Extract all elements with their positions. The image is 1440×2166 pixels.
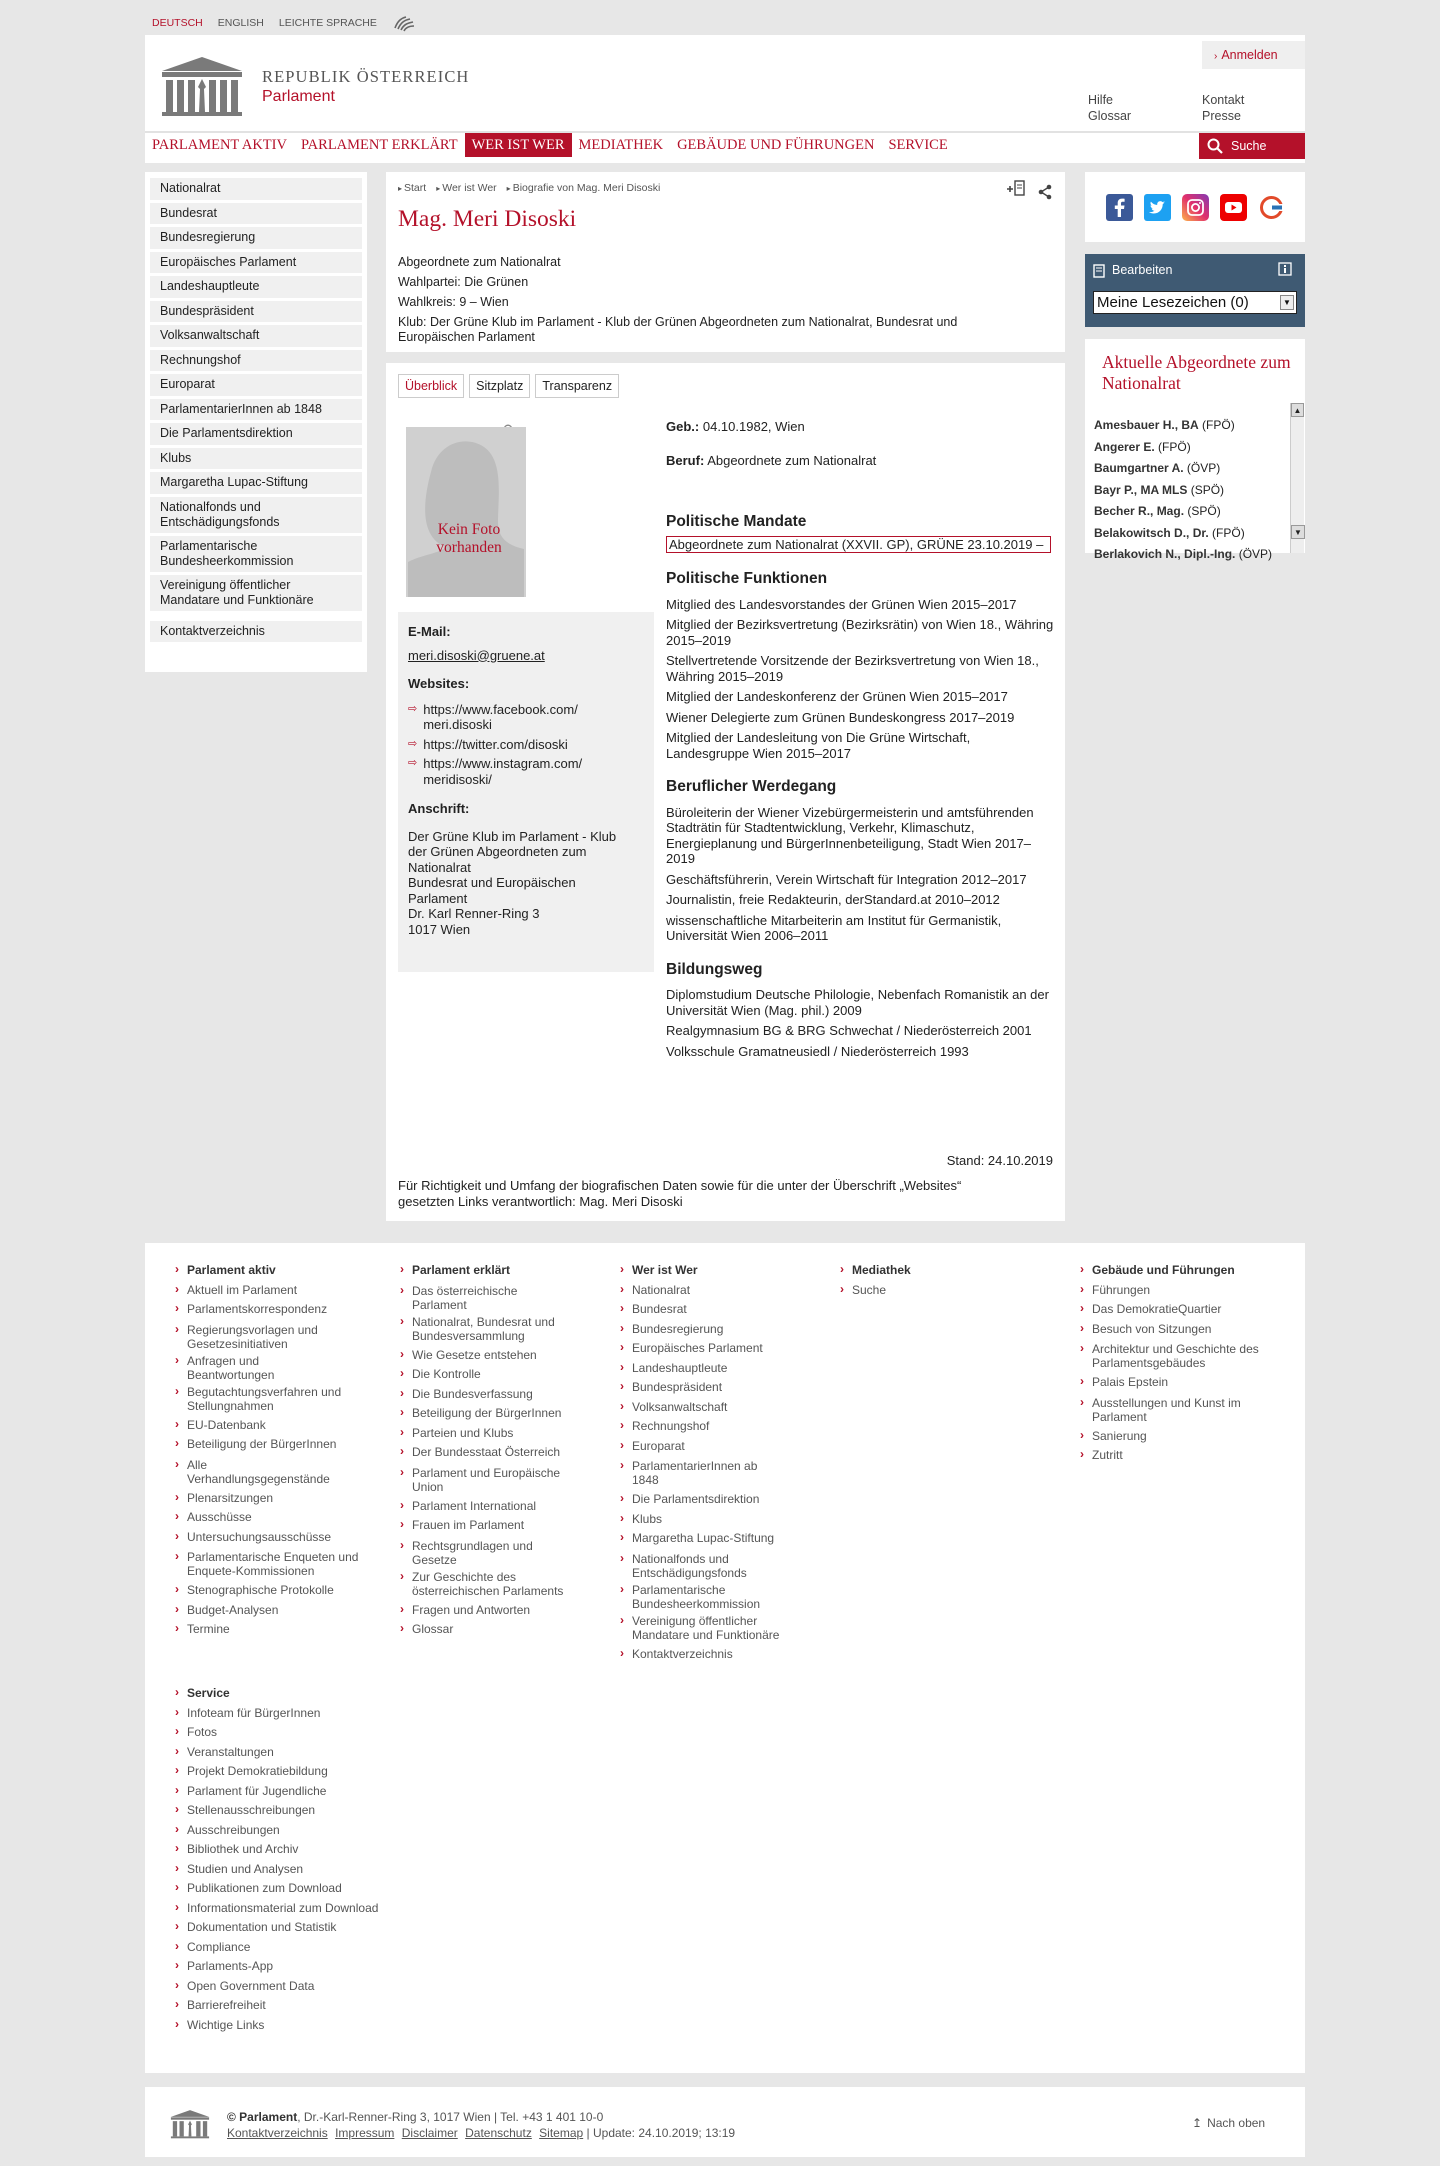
last-updated: Stand: 24.10.2019 [946,1153,1053,1168]
website-instagram[interactable]: https://www.instagram.com/ meridisoski/ [423,756,583,787]
summary-role: Abgeordnete zum Nationalrat [398,255,561,269]
parliament-app-icon[interactable] [1258,194,1285,221]
footer-link[interactable]: › Budget-Analysen [173,1601,373,1621]
list-item[interactable] [1094,458,1272,480]
summary-party: Wahlpartei: Die Grünen [398,275,529,289]
summary-club: Klub: Der Grüne Klub im Parlament - Klub der Grünen Abgeordneten zum Nationalrat, Bundesrat und Europäischen Parlament [398,315,958,344]
bookmarks-panel [1085,254,1305,327]
sidebar-item-parlamentarierinnen[interactable]: ParlamentarierInnen ab 1848 [150,399,362,421]
footer-link[interactable]: › Termine [173,1620,373,1640]
footer-link[interactable]: › Das österreichische Parlament [398,1284,538,1312]
function-item: Stellvertretende Vorsitzende der Bezirksvertretung von Wien 18., Währing 2015–2019 [666,653,1039,684]
profile-photo-placeholder [406,427,526,597]
footer-link[interactable]: › Ausschreibungen [173,1821,413,1841]
footer-link[interactable]: › Europäisches Parlament [618,1339,803,1359]
footer-heading[interactable]: › Parlament erklärt [398,1261,583,1281]
footer-link[interactable]: › Aktuell im Parlament [173,1281,373,1301]
no-photo-text: Kein Foto vorhanden [436,521,502,556]
logo[interactable] [158,55,469,117]
scroll-up-icon[interactable]: ▲ [1291,403,1304,417]
footer-link[interactable]: › Führungen [1078,1281,1278,1301]
footer-link[interactable]: › Glossar [398,1620,583,1640]
footer-link[interactable]: › Nationalrat, Bundesrat und Bundesversammlung [398,1315,583,1343]
footer-col-parlament-erklaert [398,1261,583,1640]
footer-link[interactable]: › Alle Verhandlungsgegenstände [173,1458,353,1486]
dropdown-arrow-icon: ▼ [1280,295,1294,310]
parliament-small-logo-icon[interactable] [169,2109,211,2139]
footer-link[interactable]: › Klubs [618,1510,803,1530]
footer-link[interactable]: › Architektur und Geschichte des Parlamentsgebäudes [1078,1342,1278,1370]
social-media-bar [1085,172,1305,242]
footer-col-wer-ist-wer [618,1261,803,1664]
member-party: (FPÖ) [1202,418,1235,432]
profile-tabs [398,374,619,398]
sidebar-item-landeshauptleute[interactable]: Landeshauptleute [150,276,362,298]
email-label: E-Mail: [408,624,451,639]
footer-link[interactable]: › Fragen und Antworten [398,1601,583,1621]
career-item: wissenschaftliche Mitarbeiterin am Institut für Germanistik, Universität Wien 2006–2011 [666,912,1002,943]
footer-link[interactable]: › Projekt Demokratiebildung [173,1762,413,1782]
profile-content [386,363,1065,1221]
email-link[interactable]: meri.disoski@gruene.at [408,647,545,663]
footer-link[interactable]: › Volksanwaltschaft [618,1398,803,1418]
education-heading: Bildungsweg [666,960,763,978]
member-party: (FPÖ) [1212,525,1245,540]
sidebar-item-kontaktverzeichnis[interactable]: Kontaktverzeichnis [150,621,362,643]
footer-link[interactable]: › Barrierefreiheit [173,1996,413,2016]
member-party: (SPÖ) [1187,504,1221,518]
footer-link[interactable]: › Plenarsitzungen [173,1489,373,1509]
website-item[interactable] [408,756,644,787]
website-twitter[interactable]: https://twitter.com/disoski [423,736,568,752]
footer-link[interactable]: › Europarat [618,1437,803,1457]
footer-link[interactable]: › Ausschüsse [173,1508,373,1528]
press-link[interactable]: Presse [1202,109,1241,123]
footer-link[interactable]: › Wichtige Links [173,2016,413,2036]
external-link-icon: ⇨ [408,757,418,769]
footer-link[interactable]: › Parlamentarische Bundesheerkommission [618,1583,803,1611]
footer-link[interactable]: › Kontaktverzeichnis [618,1645,803,1665]
footer-impressum-link[interactable]: Impressum [335,2126,395,2140]
address-line: 1017 Wien [408,921,471,937]
footer-col-mediathek [838,1261,1018,1300]
member-party: (ÖVP) [1238,547,1273,561]
profession-row [666,453,1056,469]
instagram-icon[interactable] [1182,194,1209,221]
address-line: Bundesrat und Europäischen Parlament [408,875,576,906]
footer-link[interactable]: › Parlament für Jugendliche [173,1782,413,1802]
help-link[interactable]: Hilfe [1088,93,1114,107]
footer-link[interactable]: › Parlaments-App [173,1957,413,1977]
bookmarks-select-value: Meine Lesezeichen (0) [1097,294,1249,311]
tab-transparenz[interactable]: Transparenz [535,374,619,398]
footer-link[interactable]: › Fotos [173,1723,413,1743]
footer-link[interactable]: › Das DemokratieQuartier [1078,1300,1278,1320]
bookmarks-select[interactable] [1093,291,1297,314]
mandate-box: Abgeordnete zum Nationalrat (XXVII. GP), GRÜNE 23.10.2019 – [666,536,1051,554]
main-navigation [145,131,1305,157]
footer-link[interactable]: › Infoteam für BürgerInnen [173,1704,413,1724]
list-item[interactable] [1094,501,1272,523]
footer-link[interactable]: › Parlament und Europäische Union [398,1466,568,1494]
site-header [145,35,1305,163]
footer-link[interactable]: › Beteiligung der BürgerInnen [398,1404,583,1424]
footer-link[interactable]: › Zutritt [1078,1446,1278,1466]
footer-update: | Update: 24.10.2019; 13:19 [586,2126,736,2140]
footer-link[interactable]: › Studien und Analysen [173,1860,413,1880]
breadcrumb-start[interactable]: ▸ Start [398,182,426,194]
function-item: Mitglied der Bezirksvertretung (Bezirksrätin) von Wien 18., Währing 2015–2019 [666,617,1054,648]
sidebar-item-vereinigung[interactable]: Vereinigung öffentlicher Mandatare und Funktionäre [150,575,362,611]
footer-col-parlament-aktiv [173,1261,373,1640]
footer-link[interactable]: › Rechnungshof [618,1417,803,1437]
sidebar-item-europarat[interactable]: Europarat [150,374,362,396]
footer-link[interactable]: › Zur Geschichte des österreichischen Parlaments [398,1570,578,1598]
career-item: Geschäftsführerin, Verein Wirtschaft für Integration 2012–2017 [666,871,1027,887]
lang-deutsch[interactable]: DEUTSCH [152,17,203,29]
footer-col-gebaeude [1078,1261,1278,1466]
functions-heading: Politische Funktionen [666,570,828,587]
nav-gebaeude-fuehrungen[interactable]: GEBÄUDE UND FÜHRUNGEN [677,137,875,153]
logo-title: REPUBLIK ÖSTERREICH [262,66,470,86]
list-item[interactable] [1094,437,1272,459]
profession-label: Beruf: [666,452,705,468]
sidebar-item-europaeisches-parlament[interactable]: Europäisches Parlament [150,252,362,274]
sidebar-item-rechnungshof[interactable]: Rechnungshof [150,350,362,372]
footer-link[interactable]: › Wie Gesetze entstehen [398,1346,583,1366]
sign-language-icon[interactable] [392,14,416,32]
logo-subtitle: Parlament [262,87,335,105]
footer-link[interactable]: › Bibliothek und Archiv [173,1840,413,1860]
footer-link[interactable]: › Untersuchungsausschüsse [173,1528,373,1548]
breadcrumb-wer-ist-wer[interactable]: ▸ Wer ist Wer [436,182,496,194]
address-label: Anschrift: [408,801,470,816]
sidebar-item-volksanwaltschaft[interactable]: Volksanwaltschaft [150,325,362,347]
footer-heading[interactable]: › Parlament aktiv [173,1261,373,1281]
back-to-top-link[interactable] [1192,2116,1265,2130]
footer-link[interactable]: › Suche [838,1281,1018,1301]
nav-mediathek[interactable]: MEDIATHEK [578,137,664,153]
contact-link[interactable]: Kontakt [1202,93,1245,107]
footer-link[interactable]: › Veranstaltungen [173,1743,413,1763]
lang-leichte-sprache[interactable]: LEICHTE SPRACHE [278,17,377,29]
footer-link[interactable]: › Die Parlamentsdirektion [618,1490,803,1510]
footer-heading[interactable]: › Mediathek [838,1261,1018,1281]
login-button[interactable] [1202,41,1305,69]
footer-link[interactable]: › Nationalfonds und Entschädigungsfonds [618,1552,768,1580]
sidebar-item-lupac-stiftung[interactable]: Margaretha Lupac-Stiftung [150,472,362,494]
member-name: Amesbauer H., BA [1094,418,1199,432]
footer-link[interactable]: › Ausstellungen und Kunst im Parlament [1078,1396,1278,1424]
nav-parlament-aktiv[interactable]: PARLAMENT AKTIV [152,137,287,153]
biography [666,419,1056,1064]
sidebar-item-bundespraesident[interactable]: Bundespräsident [150,301,362,323]
footer-link[interactable]: › Open Government Data [173,1977,413,1997]
websites-label: Websites: [408,676,470,691]
website-facebook[interactable]: https://www.facebook.com/ meri.disoski [423,701,578,732]
chevron-right-icon: › [1214,51,1218,62]
info-icon[interactable] [1278,262,1292,276]
sidebar-item-nationalfonds[interactable]: Nationalfonds und Entschädigungsfonds [150,497,362,533]
profession-value: Abgeordnete zum Nationalrat [707,452,877,468]
sidebar-item-nationalrat[interactable]: Nationalrat [150,178,362,200]
glossary-link[interactable]: Glossar [1088,109,1132,123]
search-icon [1207,138,1223,154]
footer-link[interactable]: › Parlamentarische Enqueten und Enquete-Kommissionen [173,1550,373,1578]
career-item: Büroleiterin der Wiener Vizebürgermeisterin und amtsführenden Stadträtin für Stadtentwicklung, Verkehr, Klimaschutz, Energieplanung und BürgerInnenbeteiligung, Stadt Wien 2017–2019 [666,804,1034,866]
nav-service[interactable]: SERVICE [888,137,948,153]
footer-link[interactable]: › Sanierung [1078,1427,1278,1447]
person-summary [398,252,998,345]
footer-link[interactable]: › Die Bundesverfassung [398,1385,583,1405]
career-heading: Beruflicher Werdegang [666,778,837,795]
footer-link[interactable]: › Bundespräsident [618,1378,803,1398]
search-button[interactable] [1199,133,1305,159]
footer-link[interactable]: › Besuch von Sitzungen [1078,1320,1278,1340]
footer-link[interactable]: › Bundesrat [618,1300,803,1320]
meta-links-2 [1202,92,1244,124]
list-item[interactable] [1094,544,1272,566]
share-icon[interactable] [1037,184,1053,200]
sidebar-item-bundesregierung[interactable]: Bundesregierung [150,227,362,249]
person-silhouette-icon [406,427,526,597]
member-party: (ÖVP) [1186,461,1221,475]
footer-link[interactable]: › Dokumentation und Statistik [173,1918,413,1938]
footer-link[interactable]: › Palais Epstein [1078,1373,1278,1393]
education-item: Diplomstudium Deutsche Philologie, Nebenfach Romanistik an der Universität Wien (Mag. phil.) 2009 [666,987,1049,1018]
footer-link[interactable]: › ParlamentarierInnen ab 1848 [618,1459,768,1487]
birth-label: Geb.: [666,419,700,434]
sidebar-item-klubs[interactable]: Klubs [150,448,362,470]
footer-imprint [227,2109,735,2141]
twitter-icon[interactable] [1144,194,1171,221]
footer-copyright: © Parlament [227,2110,298,2124]
function-item: Mitglied der Landesleitung von Die Grüne Wirtschaft, Landesgruppe Wien 2015–2017 [666,730,971,761]
contact-box [398,612,654,972]
members-panel-title: Aktuelle Abgeordnete zum Nationalrat [1102,352,1291,393]
education-item: Volksschule Gramatneusiedl / Niederösterreich 1993 [666,1043,969,1059]
function-item: Mitglied des Landesvorstandes der Grünen Wien 2015–2017 [666,596,1017,612]
footer-link[interactable]: › Anfragen und Beantwortungen [173,1354,323,1382]
sidebar-item-parlamentsdirektion[interactable]: Die Parlamentsdirektion [150,423,362,445]
footer-link[interactable]: › Regierungsvorlagen und Gesetzesinitiativen [173,1323,373,1351]
tab-sitzplatz[interactable]: Sitzplatz [469,374,530,398]
bookmark-icon [1093,264,1105,278]
list-item[interactable] [1094,523,1272,545]
members-scrollbar[interactable] [1290,403,1304,553]
member-name: Baumgartner A. [1094,461,1184,475]
members-list [1094,415,1272,566]
website-item[interactable] [408,737,644,753]
footer-sitemap-link[interactable]: Sitemap [539,2126,584,2140]
sidebar-item-bundesrat[interactable]: Bundesrat [150,203,362,225]
login-label: Anmelden [1221,48,1278,62]
footer-link[interactable]: › Der Bundesstaat Österreich [398,1443,583,1463]
footer-link[interactable]: › Parlament International [398,1497,583,1517]
sidebar-item-bundesheerkommission[interactable]: Parlamentarische Bundesheerkommission [150,536,362,572]
external-link-icon: ⇨ [408,702,418,715]
facebook-icon[interactable] [1106,194,1133,221]
nav-wer-ist-wer[interactable]: WER IST WER [465,133,572,157]
function-item: Wiener Delegierte zum Grünen Bundeskongress 2017–2019 [666,709,1015,725]
back-to-top-label: Nach oben [1207,2116,1266,2130]
list-item[interactable] [1094,480,1272,502]
nav-parlament-erklaert[interactable]: PARLAMENT ERKLÄRT [300,137,458,153]
language-bar [152,14,416,32]
disclaimer-text: Für Richtigkeit und Umfang der biografischen Daten sowie für die unter der Überschrift „Websites“ gesetzten Links verantwortlich: Mag. Meri Disoski [398,1178,962,1209]
address-line: Der Grüne Klub im Parlament - Klub der Grünen Abgeordneten zum Nationalrat [408,828,617,875]
parliament-logo-icon [158,55,246,117]
left-sidebar [145,172,367,672]
external-link-icon: ⇨ [408,737,418,750]
footer-kontaktverzeichnis-link[interactable]: Kontaktverzeichnis [227,2126,328,2140]
footer-heading[interactable]: › Gebäude und Führungen [1078,1261,1278,1281]
profile-header [386,172,1065,352]
footer-link[interactable]: › Publikationen zum Download [173,1879,413,1899]
page-title: Mag. Meri Disoski [398,206,577,232]
education-item: Realgymnasium BG & BRG Schwechat / Niederösterreich 2001 [666,1023,1032,1038]
breadcrumb-current: ▸ Biografie von Mag. Meri Disoski [507,182,661,194]
footer-col-service [173,1684,413,2035]
birth-row [666,419,1056,435]
footer-disclaimer-link[interactable]: Disclaimer [401,2126,458,2140]
footer-link[interactable]: › Frauen im Parlament [398,1516,583,1536]
footer-heading[interactable]: › Service [173,1684,413,1704]
footer-link[interactable]: › Informationsmaterial zum Download [173,1899,413,1919]
birth-value: 04.10.1982, Wien [702,419,805,434]
current-members-panel [1085,339,1305,561]
breadcrumb [398,182,660,194]
member-name: Becher R., Mag. [1094,504,1185,518]
scroll-down-icon[interactable]: ▼ [1291,525,1305,539]
meta-links-1 [1088,92,1131,124]
footer-sitemap [145,1243,1305,2073]
list-item[interactable] [1094,415,1272,437]
footer-link[interactable]: › Compliance [173,1938,413,1958]
footer-address: , Dr.-Karl-Renner-Ring 3, 1017 Wien | Tel. +43 1 401 10-0 [297,2110,604,2124]
website-item[interactable] [408,702,644,733]
footer-link[interactable]: › Vereinigung öffentlicher Mandatare und Funktionäre [618,1614,803,1642]
footer-link[interactable]: › Begutachtungsverfahren und Stellungnahmen [173,1385,373,1413]
footer-link[interactable]: › Die Kontrolle [398,1365,583,1385]
footer-heading[interactable]: › Wer ist Wer [618,1261,803,1281]
member-name: Berlakovich N., Dipl.-Ing. [1094,547,1236,561]
footer-link[interactable]: › EU-Datenbank [173,1416,373,1436]
edit-label[interactable]: Bearbeiten [1112,263,1173,277]
member-party: (SPÖ) [1190,482,1225,497]
address-line: Dr. Karl Renner-Ring 3 [408,906,540,921]
footer-link[interactable]: › Landeshauptleute [618,1359,803,1379]
function-item: Mitglied der Landeskonferenz der Grünen Wien 2015–2017 [666,689,1008,704]
lang-english[interactable]: ENGLISH [217,17,264,29]
add-bookmark-icon[interactable] [1006,180,1026,198]
mandate-heading: Politische Mandate [666,513,807,530]
member-party: (FPÖ) [1158,439,1191,454]
footer-link[interactable]: › Stellenausschreibungen [173,1801,413,1821]
arrow-up-icon: ↥ [1192,2116,1203,2130]
footer-link[interactable]: › Rechtsgrundlagen und Gesetze [398,1539,548,1567]
youtube-icon[interactable] [1220,194,1247,221]
search-label: Suche [1231,139,1267,153]
footer-link[interactable]: › Stenographische Protokolle [173,1581,373,1601]
bottom-bar [145,2087,1305,2157]
footer-link[interactable]: › Parlamentskorrespondenz [173,1300,373,1320]
footer-link[interactable]: › Margaretha Lupac-Stiftung [618,1529,803,1549]
member-name: Angerer E. [1094,439,1155,454]
footer-datenschutz-link[interactable]: Datenschutz [465,2126,532,2140]
summary-district: Wahlkreis: 9 – Wien [398,295,509,309]
member-name: Belakowitsch D., Dr. [1094,525,1209,540]
footer-link[interactable]: › Bundesregierung [618,1320,803,1340]
footer-link[interactable]: › Parteien und Klubs [398,1424,583,1444]
footer-link[interactable]: › Beteiligung der BürgerInnen [173,1435,373,1455]
member-name: Bayr P., MA MLS [1094,482,1188,497]
career-item: Journalistin, freie Redakteurin, derStandard.at 2010–2012 [666,892,1000,907]
tab-ueberblick[interactable]: Überblick [398,374,464,398]
footer-link[interactable]: › Nationalrat [618,1281,803,1301]
